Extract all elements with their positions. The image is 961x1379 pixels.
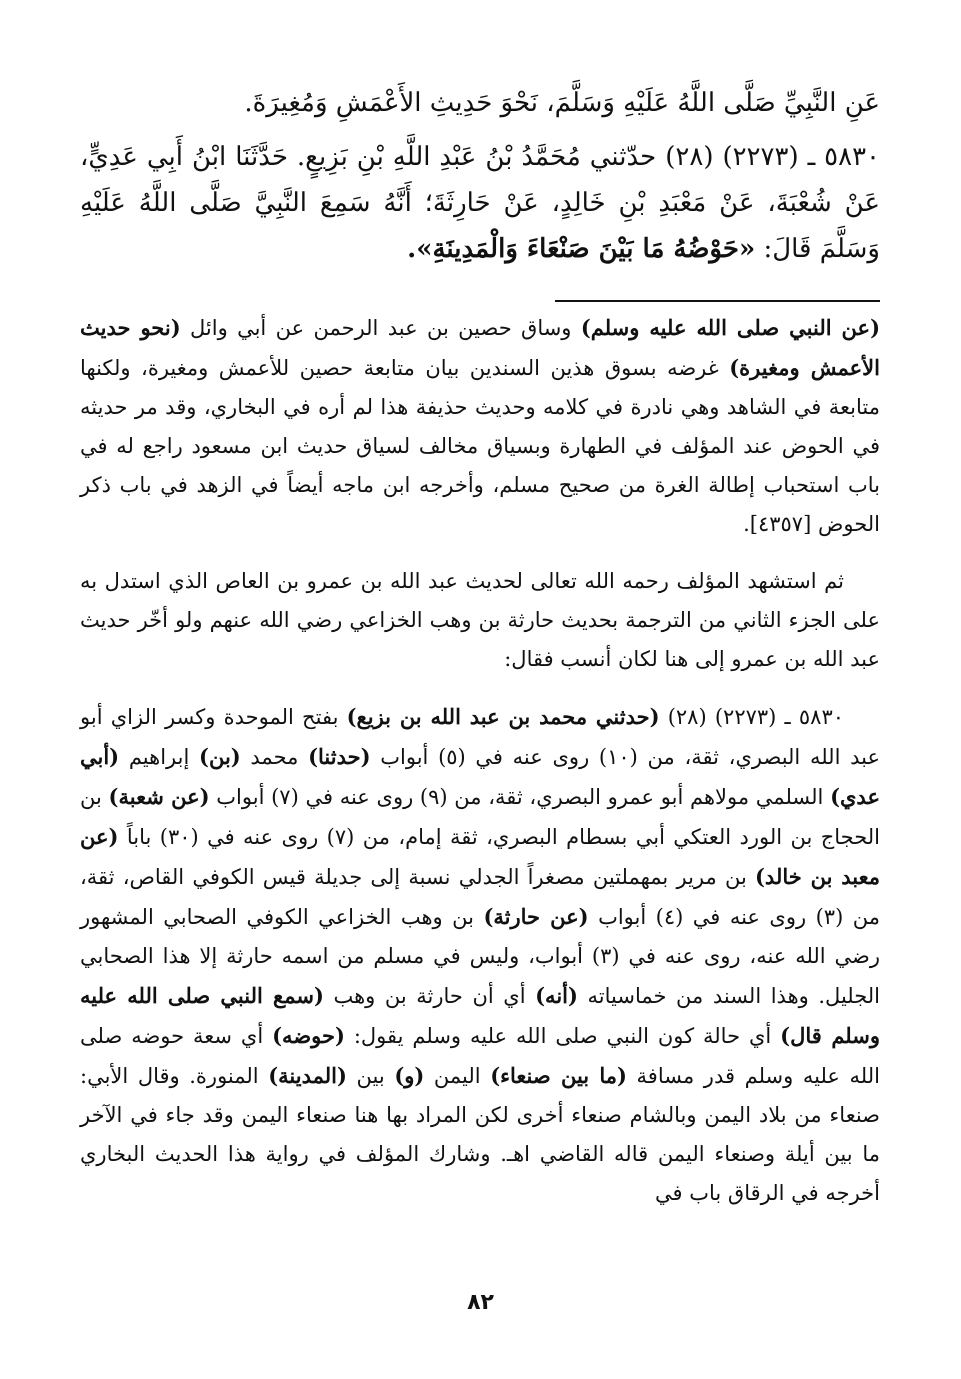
footnote-separator xyxy=(555,300,880,302)
hadith-body: حدّثني مُحَمَّدُ بْنُ عَبْدِ اللَّهِ بْنِ بَزِيعٍ. حَدَّثَنَا ابْنُ أَبِي عَدِيٍّ، عَنْ شُعْبَةَ، عَنْ مَعْبَدِ بْنِ خَالِدٍ، عَنْ حَارِثَةَ؛ أَنَّهُ سَمِعَ النَّبِيَّ صَلَّى اللَّهُ عَلَيْهِ وَسَلَّمَ قَالَ: xyxy=(80,142,880,264)
commentary-paragraph-1 xyxy=(80,308,880,544)
hadith-number: ٥٨٣٠ ـ (٢٢٧٣) (٢٨) xyxy=(665,142,881,172)
text-run: أي أن حارثة بن وهب xyxy=(323,984,536,1008)
hadith-main xyxy=(80,134,880,272)
bold-phrase: (عن حارثة) xyxy=(483,904,589,929)
bold-phrase: (حوضه) xyxy=(272,1023,345,1048)
commentary xyxy=(80,308,880,1213)
commentary-paragraph-3 xyxy=(80,697,880,1213)
bold-phrase: (حدثني محمد بن عبد الله بن بزيع) xyxy=(346,704,660,729)
hadith-quote: «حَوْضُهُ مَا بَيْنَ صَنْعَاءَ وَالْمَدِينَةِ». xyxy=(407,234,756,264)
bold-phrase: (عن شعبة) xyxy=(108,784,210,809)
bold-phrase: (نحو حديث الأعمش ومغيرة) xyxy=(80,315,880,380)
bold-phrase: (عن معبد بن خالد) xyxy=(80,824,880,889)
text-run: غرضه بسوق هذين السندين بيان متابعة حصين للأعمش ومغيرة، ولكنها متابعة في الشاهد وهي نادرة في كلامه وحديث حذيفة هذا لم أره في البخاري، وقد مر حديثه في الحوض عند المؤلف في الطهارة وبسياق مخالف لسياق حديث ابن مسعود راجع له في باب استحباب إطالة الغرة من صحيح مسلم، وأخرجه ابن ماجه أيضاً في الزهد في باب ذكر الحوض [٤٣٥٧]. xyxy=(80,356,880,536)
text-run: محمد xyxy=(240,745,309,769)
bold-phrase: (حدثنا) xyxy=(308,744,371,769)
text-run: بفتح الموحدة وكسر الزاي أبو عبد الله البصري، ثقة، من (١٠) روى عنه في (٥) أبواب xyxy=(80,705,880,769)
text-run: اليمن xyxy=(424,1064,491,1088)
text-run: وساق حصين بن عبد الرحمن عن أبي وائل xyxy=(180,316,581,340)
page-number: ٨٢ xyxy=(467,1290,494,1315)
bold-phrase: (أبي عدي) xyxy=(80,744,880,809)
text-run: بن الحجاج بن الورد العتكي أبي بسطام البصري، ثقة إمام، من (٧) روى عنه في (٣٠) باباً xyxy=(80,785,880,849)
bold-phrase: (المدينة) xyxy=(268,1063,347,1088)
text-run: أي حالة كون النبي صلى الله عليه وسلم يقول: xyxy=(344,1024,781,1048)
bold-phrase: (بن) xyxy=(199,744,241,769)
hadith-line-1: عَنِ النَّبِيِّ صَلَّى اللَّهُ عَلَيْهِ وَسَلَّمَ، نَحْوَ حَدِيثِ الأَعْمَشِ وَمُغِيرَةَ. xyxy=(244,88,880,118)
text-run: بن وهب الخزاعي الكوفي الصحابي المشهور رضي الله عنه، روى عنه في (٣) أبواب، وليس في مسلم من اسمه حارثة إلا هذا الصحابي الجليل. وهذا السند من خماسياته xyxy=(80,905,881,1008)
bold-phrase: (عن النبي صلى الله عليه وسلم) xyxy=(580,315,881,340)
text-run: أي سعة حوضه صلى الله عليه وسلم قدر مسافة xyxy=(80,1024,880,1088)
bold-phrase: (سمع النبي صلى الله عليه وسلم قال) xyxy=(80,983,880,1048)
text-run: بين xyxy=(346,1064,395,1088)
bold-phrase: (أنه) xyxy=(535,983,578,1008)
text-run: السلمي مولاهم أبو عمرو البصري، ثقة، من (٩) روى عنه في (٧) أبواب xyxy=(209,785,831,809)
text-run: ٥٨٣٠ ـ (٢٢٧٣) (٢٨) xyxy=(659,705,845,729)
bold-phrase: (و) xyxy=(394,1063,425,1088)
commentary-paragraph-2: ثم استشهد المؤلف رحمه الله تعالى لحديث عبد الله بن عمرو بن العاص الذي استدل به على الجزء الثاني من الترجمة بحديث حارثة بن وهب الخزاعي رضي الله عنهم ولو أخّر حديث عبد الله بن عمرو إلى هنا لكان أنسب فقال: xyxy=(80,569,880,671)
hadith-text xyxy=(80,80,880,272)
text-run: إبراهيم xyxy=(119,745,200,769)
text-run: بن مرير بمهملتين مصغراً الجدلي نسبة إلى جديلة قيس الكوفي القاص، ثقة، من (٣) روى عنه في (٤) أبواب xyxy=(80,865,880,929)
bold-phrase: (ما بين صنعاء) xyxy=(490,1063,627,1088)
page-content xyxy=(80,80,880,1213)
text-run: المنورة. وقال الأبي: صنعاء من بلاد اليمن وبالشام صنعاء أخرى لكن المراد بها هنا صنعاء اليمن وقد جاء في الآخر ما بين أيلة وصنعاء اليمن قاله القاضي اهـ. وشارك المؤلف في رواية هذا الحديث البخاري أخرجه في الرقاق باب في xyxy=(80,1064,880,1205)
